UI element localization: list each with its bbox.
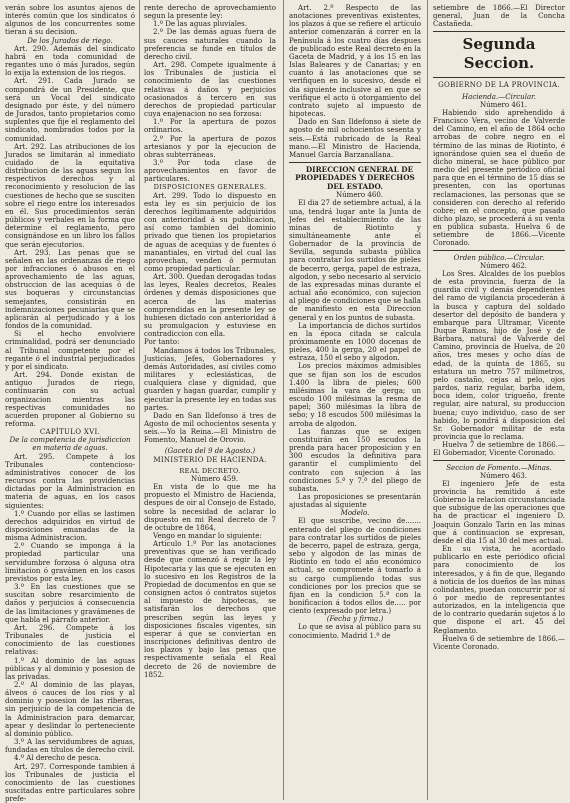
paragraph: Art. 290. Además del sindicato habrá en toda comunidad de regantes uno ó más Jurados, según lo exija la extension de los riegos. bbox=[5, 43, 135, 78]
paragraph: Art. 2.º Respecto de las anotaciones preventivas existentes, los plazos á que se refiere el artículo anterior comenzarán á correr en la Península á los cuatro días despues de publicado este Real decreto en la Gaceta de Madrid, y á los 15 en las Islas Baleares y de Canarias; y en cuanto á las anotaciones que se verifiquen en lo sucesivo, desde el dia siguiente inclusive al en que se verifique el acto ú otorgamiento del contrato sujeto al impuesto de hipotecas. bbox=[289, 3, 421, 119]
paragraph: De los Jurados de riego. bbox=[27, 35, 113, 45]
paragraph: Seccion de Fomento.—Minas. bbox=[446, 462, 552, 472]
paragraph: 3.º En las cuestiones que se suscitan sobre resarcimiento de daños y perjuicios á consecuencia de las limitaciones y gravámenes de que habla el párrafo anterior. bbox=[5, 582, 135, 624]
paragraph: Por tanto: bbox=[144, 337, 180, 347]
paragraph: verán sobre los asuntos ajenos de interés común que los sindicatos ó algunos de los concurrentes some tieran á su decision. bbox=[5, 3, 135, 37]
paragraph: Dado en San Ildefonso á siete de agosto de mil ochocientos sesenta y seis.—Está rubricado de la Real mano.—El Ministro de Hacienda, Manuel García Barzanallana. bbox=[289, 117, 421, 159]
paragraph: Número 460. bbox=[335, 190, 384, 200]
paragraph: Orden público.—Circular. bbox=[453, 252, 545, 262]
paragraph: La importancia de dichos surtidos en la época citada se calcula próximamente en 1000 docenas de pieles, 400 la gerga, 20 el papel de estraza, 150 el sebo y algodon. bbox=[289, 320, 421, 363]
paragraph: Modelo. bbox=[340, 508, 370, 518]
director-signature bbox=[433, 4, 565, 28]
paragraph: 3.º A las servidumbres de aguas, fundadas en títulos de derecho civil. bbox=[5, 737, 135, 755]
paragraph: Habiendo sido aprehendido á Francisco Vera, vecino de Valverde del Camino, en el año de 1864 ocho arrobas de cobre negro en el término de las minas de Riotinto, é ignorándose quien sea el dueño de dicho mineral, se hace público por medio del presente periódico oficial para que en el término de 15 días se presenten, con las oportunas reclamaciones, las personas que se consideren con derecho al referido cobre; en el concepto, que pasado dicho plazo, se procederá á su venta en pública subasta. Huelva 6 de setiembre de 1866.—Vicente Coronado. bbox=[433, 107, 565, 248]
paragraph: GOBIERNO DE LA PROVINCIA. bbox=[438, 80, 560, 90]
paragraph: El ingeniero Jefe de esta provincia ha remitido á este Gobierno la relacion circunstanciada que subsigue de las operaciones que ha de practicar el ingeniero D. Joaquin Gonzalo Tarin en las minas que á continuacion se expresan, desde el dia 15 al 30 del mes actual. bbox=[433, 478, 566, 545]
column-divider bbox=[283, 0, 284, 800]
paragraph: De la competencia de jurisdiccion en materia de aguas. bbox=[9, 435, 131, 453]
paragraph: Los Sres. Alcaldes de los pueblos de esta provincia, fuerza de la guardia civil y demás dependientes del ramo de vigilancia procederán á la busca y captura del soldado desertor del depósito de bandera y embarque para Ultramar, Vicente Duque Ramos, hijo de José y de Bárbara, natural de Valverde del Camino, provincia de Huelva, de 20 años, tres meses y ocho días de edad, de la quinta de 1865, su estatura un metro 757 milímetros, pelo castaño, cejas al pelo, ojos pardos, nariz regular, barba idem, boca idem, color trigueño, frente regular, aire natural, su produccion buena; cuyo individuo, caso de ser habido, lo pondrá á disposicion del Sr. Gobernador militar de esta provincia que lo reclama. bbox=[433, 268, 565, 442]
paragraph: Mandamos á todos los Tribunales, Justicias, Jefes, Gobernadores y demás Autoridades, así civiles como militares y eclesiásticas, de cualquiera clase y dignidad, que guarden y hagan guardar, cumplir y ejecutar la presente ley en todas sus partes. bbox=[144, 345, 276, 412]
paragraph: El dia 27 de setiembre actual, á la una, tendrá lugar ante la Junta de Jefes del establecimiento de las minas de Riotinto y simultáneamente ante el Gobernador de la provincia de Sevilla, segunda subasta pública para contratar los surtidos de pieles de becerro, gerga, papel de estraza, algodon, y sebo necesario al servicio de las expresadas minas durante el actual año económico, con sujecion al pliego de condiciones que se halla de manifiesto en esta Direccion general y en los puntos de subasta. bbox=[289, 198, 421, 322]
article-rule bbox=[433, 250, 565, 251]
paragraph: 1.º De las aguas pluviales. bbox=[153, 19, 247, 29]
paragraph: Art. 299. Todo lo dispuesto en esta ley es sin perjuicio de los derechos legítimamente adquiridos con anterioridad á su publicacion, así como tambien del dominio privado que tienen los propietarios de aguas de acequias y de fuentes ó manantiales, en virtud del cual las aprovechan, venden ó permutan como propiedad particular. bbox=[144, 190, 276, 273]
paragraph: Dado en San Ildefonso á tres de Agosto de mil ochocientos sesenta y seis.—Yo la Reina.—El Ministro de Fomento, Manuel de Orovio. bbox=[144, 410, 276, 445]
text-column-2 bbox=[144, 4, 276, 796]
paragraph: En su vista, he acordado publicarlo en este periódico oficial para conocimiento de los interesados, y á fin de que, llegando á noticia de los dueños de las minas colindantes, puedan concurrir por sí ó por medio de representantes autorizados, en la inteligencia que de lo contrario quedarán sujetos á lo que dispone el art. 45 del Reglamento. bbox=[433, 544, 565, 635]
paragraph: 2.º Por la apertura de pozos artesianos y por la ejecucion de obras subterráneas. bbox=[144, 133, 276, 159]
paragraph: Número 461. bbox=[479, 99, 528, 109]
paragraph: Número 463. bbox=[479, 470, 528, 480]
paragraph: Art. 294. Donde existan de antiguo Jurados de riego, continuarán con su actual organizacion mientras las respectivas comunidades no acuerden proponer al Gobierno su reforma. bbox=[5, 370, 135, 428]
paragraph: Art. 300. Quedan derogadas todas las leyes, Reales decretos, Reales órdenes y demás disposiciones que acerca de las materias comprendidas en la presente ley se hubiesen dictado con anterioridad á su promulgacion y estuviese en contradiccion con ella. bbox=[144, 272, 276, 339]
paragraph: Art. 292. Las atribuciones de los Jurados se limitarán al inmediato cuidado de la equitativa distribucion de las aguas segun los respectivos derechos y al reconocimiento y resolucion de las cuestiones de hecho que se susciten sobre el riego entre los interesados en él. Sus procedimientos serán públicos y verbales en la forma que determine el reglamento, pero consignándose en un libro los fallos que serán ejecutorios. bbox=[5, 141, 135, 249]
column-divider bbox=[427, 0, 428, 800]
paragraph: DIRECCION GENERAL DE PROPIEDADES Y DERECHOS DEL ESTADO. bbox=[295, 164, 415, 191]
paragraph: Las fianzas que se exigen constituirán en 150 escudos la prenda para hacer proposicion y en 300 escudos la definitiva para garantir el cumplimiento del contrato con sujecion á las condiciones 5.ª y 7.ª del pliego de subasta. bbox=[289, 426, 421, 493]
paragraph: (Fecha y firma.) bbox=[326, 614, 384, 624]
section-rule bbox=[433, 31, 565, 32]
paragraph: Art. 298. Compete igualmente á los Tribunales de justicia el conocimiento de las cuestiones relativas á daños y perjuicios ocasionados á tercero en sus derechos de propiedad particular cuya enajenacion no sea forzosa: bbox=[144, 60, 276, 119]
paragraph: Hacienda.—Circular. bbox=[461, 91, 537, 101]
paragraph: Art. 296. Compete á los Tribunales de justicia el conocimiento de las cuestiones relativas: bbox=[5, 622, 135, 657]
column-divider bbox=[139, 0, 140, 800]
text-column-1 bbox=[5, 3, 135, 803]
section-rule bbox=[433, 77, 565, 78]
paragraph: Vengo en mandar lo siguiente: bbox=[153, 531, 262, 540]
text-column-4 bbox=[433, 4, 565, 796]
paragraph: 1.º Cuando por ellas se lastimen derechos adquiridos en virtud de disposiciones emanadas de la misma Administracion. bbox=[5, 508, 135, 543]
paragraph: Las proposiciones se presentarán ajustadas al siguiente bbox=[289, 491, 421, 510]
paragraph: Número 462. bbox=[479, 260, 528, 270]
paragraph: En vista de lo que me ha propuesto el Ministro de Hacienda, despues de oir al Consejo de Estado, sobre la necesidad de aclarar lo dispuesto en mi Real decreto de 7 de octubre de 1864, bbox=[144, 482, 276, 532]
paragraph: 3.º Por toda clase de aprovechamientos en favor de particulares. bbox=[144, 157, 276, 184]
paragraph: Art. 293. Las penas que se señalen en las ordenanzas de riego por infracciones ó abusos en el aprovechamiento de las aguas, obstruccion de las acequias ó de sus boqueras y circunstancias semejantes, consistirán en indemnizaciones pecuniarias que se aplicarán al perjudicado y á los fondos de la comunidad. bbox=[5, 247, 135, 331]
paragraph: (Gaceta del 9 de Agosto.) bbox=[164, 446, 256, 456]
paragraph: Los precios máximos admisibles que se fijan son los de escudos 1.400 la libra de pieles; 600 milésimas la vara de gerga; un escudo 100 milésimas la resma de papel; 360 milésimas la libra de sebo; y 18 escudos 500 milésimas la arroba de algodon. bbox=[289, 361, 421, 428]
paragraph: Art. 297. Corresponde tambien á los Tribunales de justicia el conocimiento de las cuestiones suscitadas entre particulares sobre prefe- bbox=[5, 761, 135, 803]
paragraph: El que suscribe, vecino de....... enterado del pliego de condiciones para contratar los surtidos de pieles de becerro, papel de estraza, gerga, sebo y algodon de las minas de Riotinto en todo el año económico actual, se compromete á tomarlo á su cargo cumpliendo todas sus condiciones por los precios que se fijan en la condicion 5.ª con la bonificacion á todos ellos de..... por ciento (expresado por letra.) bbox=[289, 516, 421, 616]
paragraph: Huelva 6 de setiembre de 1866.—Vicente Coronado. bbox=[433, 633, 565, 651]
paragraph: 2.º Cuando se imponga á la propiedad particular una servidumbre forzosa ó alguna otra limitacion ó gravámen en los casos previstos por esta ley. bbox=[5, 541, 135, 583]
paragraph: 2.º De las demás aguas fuera de sus cauces naturales cuando la preferencia se funde en títulos de derecho civil. bbox=[144, 27, 276, 61]
article-rule bbox=[433, 460, 565, 461]
text-column-3 bbox=[289, 4, 421, 796]
paragraph: DISPOSICIONES GENERALES. bbox=[153, 183, 267, 192]
paragraph: Huelva 7 de setiembre de 1866.—El Gobernador, Vicente Coronado. bbox=[433, 440, 565, 458]
paragraph: CAPÍTULO XVI. bbox=[39, 427, 101, 437]
paragraph: Art. 291. Cada Jurado se compondrá de un Presidente, que será un Vocal del sindicato designado por éste, y del número de Jurados, tanto propietarios como suplentes que fije el reglamento del sindicato, nombrados todos por la comunidad. bbox=[5, 76, 135, 143]
paragraph: rente derecho de aprovechamiento segun la presente ley: bbox=[144, 3, 276, 21]
paragraph: Art. 295. Compete á los Tribunales contencioso-administrativos conocer de los recursos contra las providencias dictadas por la Administracion en materia de aguas, en los casos siguientes: bbox=[5, 451, 135, 510]
paragraph: setiembre de 1866.—El Director general, Juan de la Concha Castañeda. bbox=[433, 3, 565, 29]
section-title: Segunda Seccion. bbox=[462, 35, 536, 73]
paragraph: 1.º Por la apertura de pozos ordinarios. bbox=[144, 117, 276, 135]
paragraph: Número 459. bbox=[190, 473, 239, 483]
paragraph: REAL DECRETO. bbox=[179, 466, 241, 475]
article-rule bbox=[289, 162, 421, 163]
paragraph: 2.º Al dominio de las playas, álveos ó cauces de los ríos y al dominio y posesion de las riberas, sin perjuicio de la competencia de la Administracion para demarcar, apear y deslindar lo perteneciente al dominio público. bbox=[5, 679, 135, 738]
paragraph: Lo que se avisa al público para su conocimiento. Madrid 1.º de bbox=[289, 622, 421, 640]
paragraph: Artículo 1.º Por las anotaciones preventivas que se han verificado desde que comenzó á regir la ley Hipotecaria y las que se ejecuten en lo sucesivo en los Registros de la Propiedad de documentos en que se consignen actos ó contratos sujetos al impuesto de hipotecas, se satisfarán los derechos que prescriben según las leyes y disposiciones fiscales vigentes, sin esperar á que se conviertan en inscripciones definitivas dentro de los plazos y bajo las penas que respectivamente señala el Real decreto de 26 de noviembre de 1852. bbox=[144, 539, 276, 679]
paragraph: Si el hecho envolviere criminalidad, podrá ser denunciado al Tribunal competente por el regante ó el industrial perjudicados y por el sindicato. bbox=[5, 329, 135, 371]
paragraph: 1.º Al dominio de las aguas públicas y al dominio y posesion de las privadas. bbox=[5, 655, 135, 681]
paragraph: MINISTERIO DE HACIENDA. bbox=[153, 454, 267, 464]
paragraph: 4.º Al derecho de pesca. bbox=[14, 753, 101, 763]
